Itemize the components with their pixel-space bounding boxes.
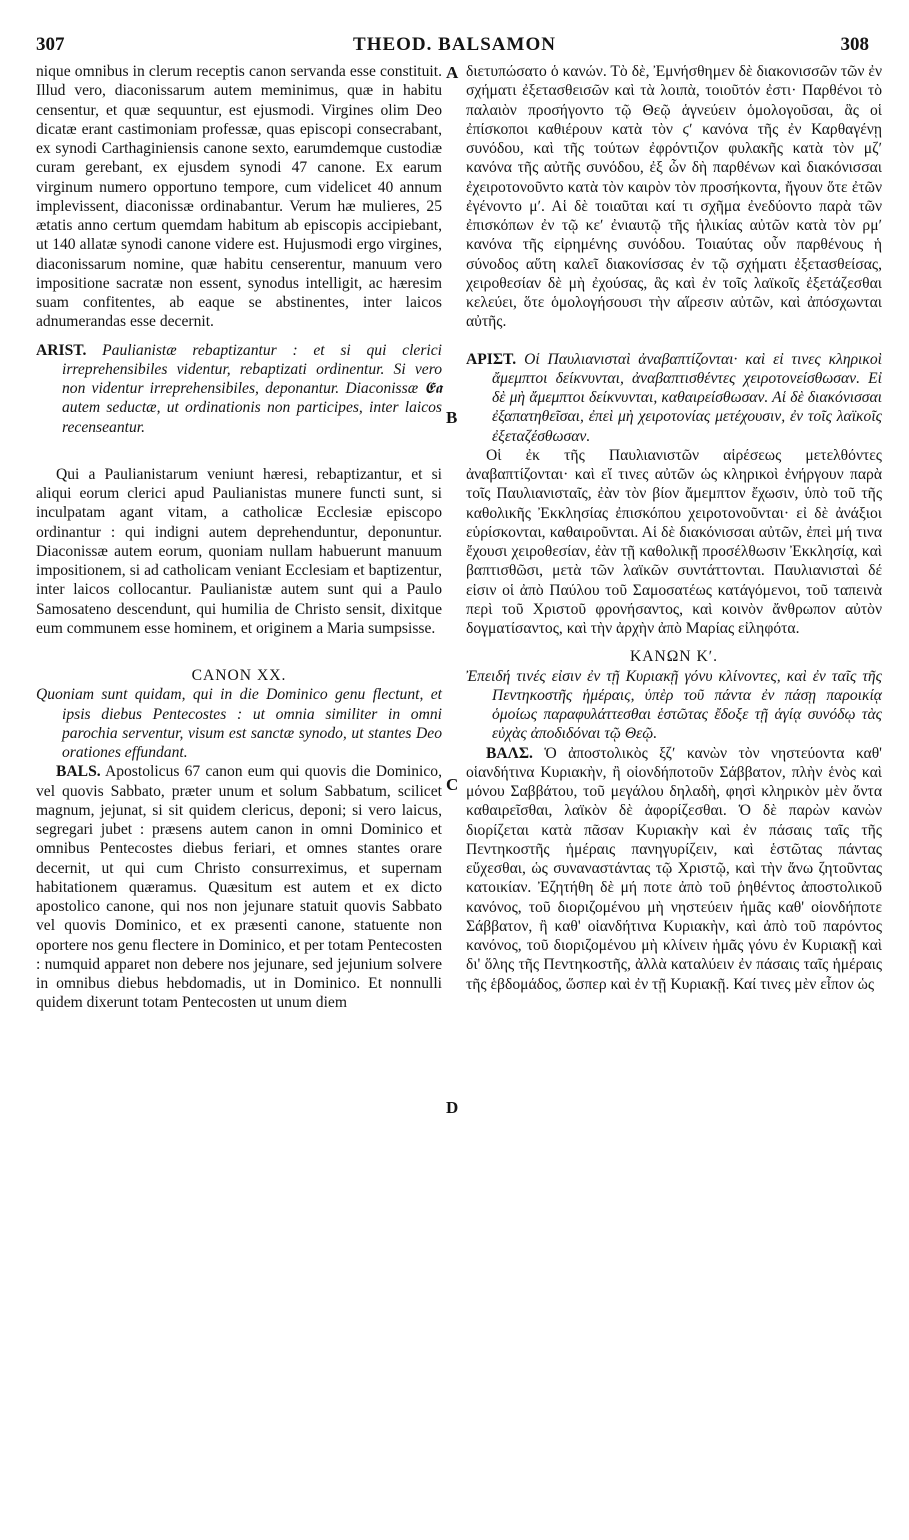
latin-arist-note <box>36 341 442 437</box>
running-title: THEOD. BALSAMON <box>353 34 556 55</box>
arist-label: ARIST. <box>36 341 87 359</box>
page-number-left: 307 <box>36 34 65 55</box>
canon-text: Ἐπειδή τινές εἰσιν ἐν τῇ Κυριακῇ γόνυ κλίνοντες, καὶ ἐν ταῖς τῆς Πεντηκοστῆς ἡμέραις, ὑπὲρ τοῦ πάντα ἐν πάσῃ παροικίᾳ ὁμοίως παραφυλάττεσθαι ἑστῶτας ἔδοξε τῇ ἁγίᾳ συνόδῳ τὰς εὐχὰς ἀποδιδόναι τῷ Θεῷ. <box>466 667 882 743</box>
margin-marker-b: B <box>446 408 458 427</box>
arist-text: Paulianistæ rebaptizantur : et si qui clerici irreprehensibiles videntur, rebaptizati ordinentur. Si vero non videntur irreprehensibiles, deponantur. Diaconissæ 𝕰𝖆 autem seductæ, ut ordinationis non participes, inter laicos recenseantur. <box>62 341 442 436</box>
bals-label: ΒΑΛΣ. <box>486 744 533 762</box>
greek-paragraph: διετυπώσατο ὁ κανών. Τὸ δὲ, Ἐμνήσθημεν δὲ διακονισσῶν τῶν ἐν σχήματι ἐξετασθεισῶν καὶ τὰ λοιπὰ, τοιοῦτόν ἐστι· Παρθένοι τὸ παλαιὸν προσήγοντο τῷ Θεῷ ἁγνεύειν ὁμολογοῦσαι, ἃς οἱ ἐπίσκοποι καθιέρουν κατὰ τὸν ϛʹ κανόνα τῆς ἐν Καρθαγένῃ συνόδου, καὶ τῆς τούτων ἐφρόντιζον φυλακῆς κατὰ τὸν μζʹ κανόνα τῆς αὐτῆς συνόδου, ἐξ ὧν δὴ παρθένων καὶ διακόνισσαι ἐχειροτονοῦντο κατὰ τὸν καιρὸν τὸν προσήκοντα, ἤγουν ὅτε ἐτῶν ἐγένοντο μʹ. Αἱ δὲ τοιαῦται καί τι σχῆμα ἐνεδύοντο παρὰ τῶν ἐπισκόπων ἐν τῷ κεʹ ἐνιαυτῷ τῆς ἡλικίας αὐτῶν κατὰ τὸν ρμʹ κανόνα τῆς εἰρημένης συνόδου. Τοιαύτας οὖν παρθένους ἡ σύνοδος αὕτη καλεῖ διακονίσσας ἐν τῷ σχήματι ἐξετασθείσας, χειροθεσίαν δὲ μὴ ἐχούσας, ἃς καὶ ἐν τοῖς λαϊκοῖς ἐξετάζεσθαι κελεύει, ὅτε ὁμολογήσουσι τὴν αἵρεσιν αὐτῶν, καὶ ἀπόσχωνται αὐτῆς. <box>466 63 882 331</box>
margin-marker-a: A <box>446 63 459 82</box>
margin-marker-d: D <box>446 1098 459 1117</box>
arist-text: Οἱ Παυλιανισταὶ ἀναβαπτίζονται· καὶ εἰ τινες κληρικοὶ ἄμεμπτοι δείκνυνται, ἀναβαπτισθέντες χειροτονείσθωσαν. Εἰ δὲ μὴ ἄμεμπτοι δείκνυνται, καθαιρείσθωσαν. Αἱ δὲ διακόνισσαι ἐξαπατηθεῖσαι, ἐπεὶ μὴ χειροτονίας μετέχουσιν, ἐν τοῖς λαϊκοῖς ἐξεταζέσθωσαν. <box>492 350 882 445</box>
latin-column <box>36 62 442 1013</box>
latin-bals-commentary <box>36 762 442 1012</box>
arist-label: ΑΡΙΣΤ. <box>466 350 517 368</box>
canon-heading: ΚΑΝΩΝ Κʹ. <box>629 648 719 666</box>
greek-arist-note <box>466 350 882 446</box>
latin-paragraph: Qui a Paulianistarum veniunt hæresi, rebaptizantur, et si aliqui eorum clerici apud Paulianistas munere functi sunt, si inculpatam agant vitam, a catholicæ Ecclesiæ episcopo ordinantur : qui indigni autem deprehenduntur, deponuntur. Diaconissæ autem eorum, quoniam nullam habuerunt manuum impositionem, si ad catholicam veniant Ecclesiam et baptizentur, inter laicos collocantur. Paulianistæ autem sunt qui a Paulo Samosateno descendunt, qui humilia de Christo sensit, dixitque eum communem esse hominem, et originem a Maria sumpsisse. <box>36 465 442 637</box>
canon-text: Quoniam sunt quidam, qui in die Dominico genu flectunt, et ipsis diebus Pentecostes : ut omnia similiter in omni parochia serventur, visum est sanctæ synodo, ut stantes Deo orationes effundant. <box>36 686 442 761</box>
greek-column <box>466 62 882 994</box>
latin-paragraph: nique omnibus in clerum receptis canon servanda esse constituit. Illud vero, diaconissarum autem meminimus, quæ in habitu censentur, et quæ sequuntur, est ejusmodi. Virgines olim Deo dicatæ erant castimoniam professæ, quas episcopi consecrabant, ex synodi Carthaginiensis canone sexto, earumdemque custodiæ curam gerebant, ex ejusdem synodi 47 canone. Ex earum virginum numero opportuno tempore, cum videlicet 40 annum implevissent, diaconissæ ordinabantur. Verum hæ mulieres, 25 ætatis anno certum quemdam habitum ab episcopis accipiebant, ut 140 allatæ synodi canone videre est. Hujusmodi ergo virgines, diaconissarum nomine, quæ habitu censerentur, manuum vero impositione sacratæ non essent, synodus intelligit, ac hæresim suam confitentes, ab eaque se abstinentes, inter laicos adnumerandas esse decernit. <box>36 63 442 331</box>
running-header <box>0 34 909 58</box>
greek-paragraph: Οἱ ἐκ τῆς Παυλιανιστῶν αἱρέσεως μετελθόντες ἀναβαπτίζονται· καὶ εἴ τινες αὐτῶν ὡς κληρικοὶ ἐνήργουν παρὰ τοῖς Παυλιανισταῖς, ἐὰν τὸν βίον ἄμεμπτον ἔχωσιν, ὑπὸ τοῦ τῆς καθολικῆς Ἐκκλησίας ἐπισκόπου χειροτονοῦνται· εἰ δὲ ἀνάξιοι εὑρίσκονται, καθαιροῦνται. Αἱ δὲ διακόνισσαι αὐτῶν, ἐπεὶ μή τινα ἔχουσι χειροθεσίαν, ἐὰν τῇ καθολικῇ προσέλθωσιν Ἐκκλησίᾳ, καὶ βαπτισθῶσι, μετὰ τῶν λαϊκῶν συντάττονται. Παυλιανισταὶ δέ εἰσιν οἱ ἀπὸ Παύλου τοῦ Σαμοσατέως κατάγόμενοι, τοῦ ταπεινὰ περὶ τοῦ Χριστοῦ φρονήσαντος, καὶ κοινὸν ἄνθρωπον αὐτὸν δογματίσαντος, καὶ τὴν ἀρχὴν ἀπὸ Μαρίας εἰληφότα. <box>466 446 882 637</box>
bals-text: Ὁ ἀποστολικὸς ξζʹ κανὼν τὸν νηστεύοντα καθ' οἱανδήτινα Κυριακὴν, ἢ οἱονδήποτοῦν Σάββατον, πλὴν ἑνὸς καὶ μόνου Σαββάτου, τοῦ μεγάλου δηλαδὴ, φησὶ κληρικὸν μὲν ὄντα καθαιρεῖσθαι, λαϊκὸν δὲ ἀφορίζεσθαι. Ὁ δὲ παρὼν κανὼν διορίζεται κατὰ πᾶσαν Κυριακὴν καὶ ἐν πάσαις ταῖς τῆς Πεντηκοστῆς ἡμέραις πανηγυρίζειν, καὶ ἑστῶτας πάντας εὔχεσθαι, ὡς συναναστάντας τῷ Χριστῷ, καὶ τὴν ἄνω ζητοῦντας κατοικίαν. Ἐζητήθη δὲ μή ποτε ἀπὸ τοῦ ῥηθέντος ἀποστολικοῦ κανόνος, τοῦ διοριζομένου μὴ νηστεύειν ἡμᾶς καθ' οἱονδήποτε Σάββατον, ἢ καθ' οἱανδήτινα Κυριακὴν, καὶ ἀπὸ τοῦ παρόντος κανόνος, τοῦ διοριζομένου μὴ κλίνειν ἡμᾶς γόνυ ἐν Κυριακῇ καὶ δι' ὅλης τῆς Πεντηκοστῆς, ἀλλὰ καταλύειν ἐν πάσαις ταῖς ἡμέραις τῆς ἑβδομάδος, ὥσπερ καὶ ἐν τῇ Κυριακῇ. Καί τινες μὲν εἶπον ὡς <box>466 744 882 993</box>
canon-heading: CANON XX. <box>191 667 287 684</box>
bals-label: BALS. <box>56 763 101 781</box>
bals-text: Apostolicus 67 canon eum qui quovis die Dominico, vel quovis Sabbato, præter unum et solum Sabbatum, scilicet magnum, jejunat, si sit quidem clericus, deponi; si vero laicus, segregari jubet : præsens autem canon in omni Dominico et omnibus Pentecostes diebus feriari, et omnes stantes orare decernit, ut qui cum Christo consurreximus, et supernam habitationem quæramus. Quæsitum est autem et ex dicto apostolico canone, qui nos non jejunare statuit quovis Sabbato vel quovis Dominico, et ex præsenti canone, statuente non oportere nos genu flectere in Dominico, et per totam Pentecosten : numquid apparet non debere nos jejunare, sed jejunium solvere in omnibus diebus hebdomadis, ut in Dominico. Et nonnulli quidem dixerunt totam Pentecosten ut unum diem <box>36 763 442 1012</box>
page-number-right: 308 <box>840 34 869 55</box>
margin-marker-c: C <box>446 775 459 794</box>
greek-bals-commentary <box>466 744 882 994</box>
